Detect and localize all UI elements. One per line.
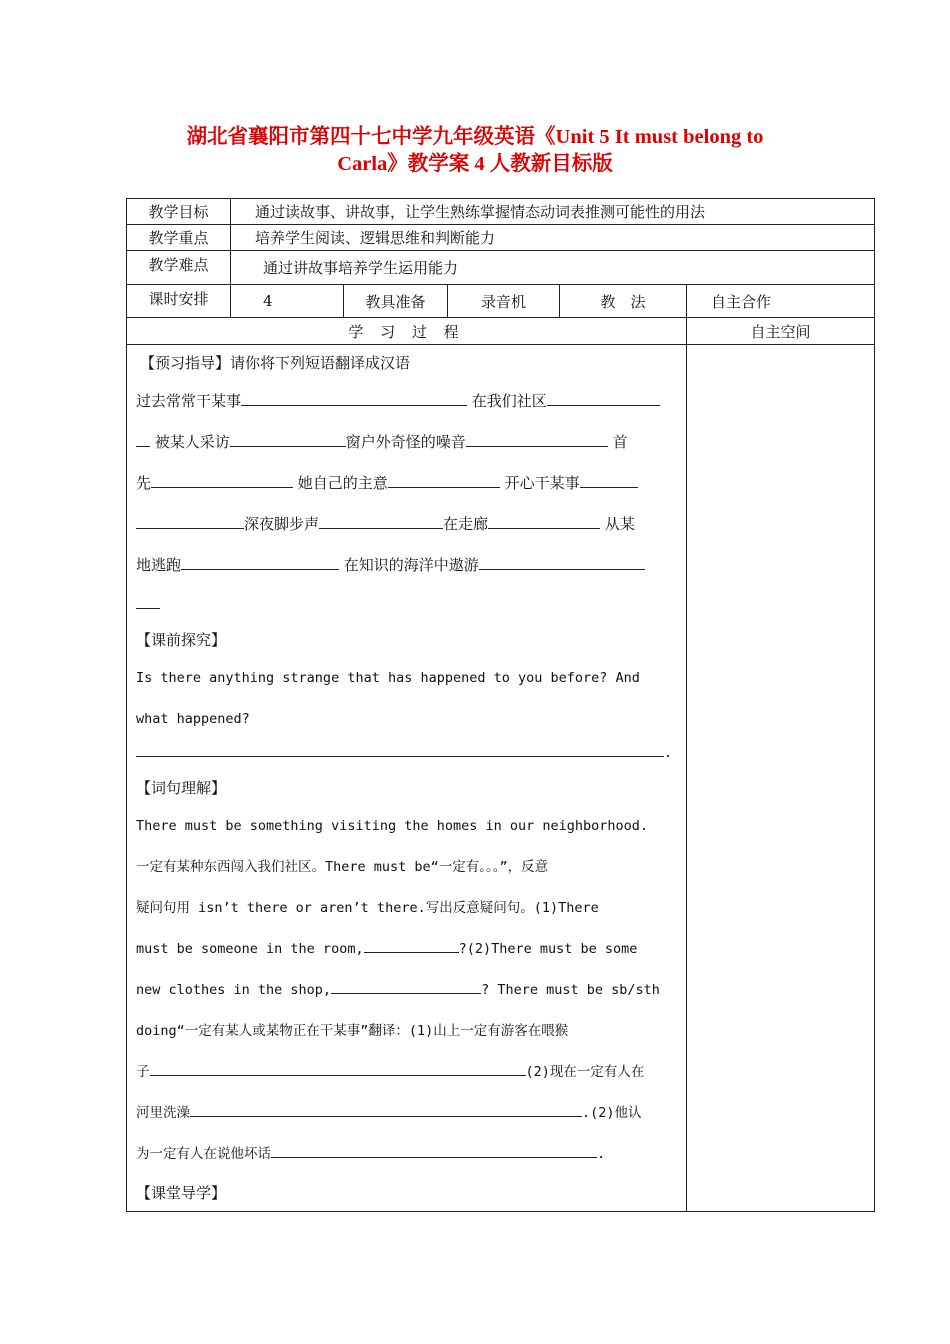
sentence-text: 为一定有人在说他坏话 [136, 1146, 271, 1162]
answer-blank[interactable] [190, 1102, 582, 1117]
phrase: 在知识的海洋中遨游 [343, 556, 479, 574]
question-line-1: Is there anything strange that has happened to you before? And [136, 670, 640, 686]
explore-heading: 【课前探究】 [136, 631, 227, 649]
sentence-text: . [597, 1146, 606, 1162]
sentence-text: must be someone in the room, [136, 941, 364, 957]
focus-value: 培养学生阅读、逻辑思维和判断能力 [231, 225, 875, 251]
phrase: 深夜脚步声 [244, 515, 320, 533]
sentence-line-3: 疑问句用 isn’t there or aren’t there.写出反意疑问句。(1)There [136, 900, 599, 916]
sentence-text: ? There must be sb/sth [481, 982, 660, 998]
document-title [110, 124, 840, 178]
vocab-heading: 【词句理解】 [136, 779, 227, 797]
phrase-line-3 [136, 463, 674, 504]
answer-blank[interactable] [466, 432, 608, 447]
phrase-line-6 [136, 586, 674, 622]
sentence-line-4 [136, 929, 674, 970]
phrase-line-1 [136, 381, 674, 422]
sentence-text: 河里洗澡 [136, 1105, 190, 1121]
hours-value: 4 [231, 285, 344, 318]
goal-value: 通过读故事、讲故事，让学生熟练掌握情态动词表推测可能性的用法 [231, 199, 875, 225]
answer-blank[interactable] [136, 594, 160, 609]
focus-row [127, 225, 875, 251]
answer-blank[interactable] [364, 938, 459, 953]
answer-blank[interactable] [136, 432, 150, 447]
answer-blank[interactable] [331, 979, 481, 994]
answer-blank[interactable] [319, 514, 443, 529]
question-answer-line [136, 740, 674, 770]
self-study-space-cell[interactable] [687, 345, 875, 1212]
phrase: 首 [612, 433, 628, 451]
sentence-text: new clothes in the shop, [136, 982, 332, 998]
answer-blank[interactable] [271, 1143, 597, 1158]
phrase: 从某 [604, 515, 635, 533]
answer-blank[interactable] [136, 742, 664, 757]
phrase-line-4 [136, 504, 674, 545]
sentence-line-8 [136, 1093, 674, 1134]
answer-blank[interactable] [136, 514, 244, 529]
answer-blank[interactable] [479, 555, 645, 570]
answer-blank[interactable] [388, 473, 500, 488]
phrase: 在走廊 [443, 515, 489, 533]
sentence-line-5 [136, 970, 674, 1011]
answer-blank[interactable] [150, 1061, 526, 1076]
method-value: 自主合作 [687, 285, 875, 318]
sentence-text: ?(2)There must be some [458, 941, 638, 957]
difficulty-label: 教学难点 [127, 251, 231, 285]
answer-blank[interactable] [547, 391, 660, 406]
phrase-line-5 [136, 545, 674, 586]
title-line-1: 湖北省襄阳市第四十七中学九年级英语《Unit 5 It must belong to [186, 126, 764, 148]
focus-label: 教学重点 [127, 225, 231, 251]
phrase: 开心干某事 [504, 474, 580, 492]
phrase: 先 [136, 474, 152, 492]
sentence-text: 子 [136, 1064, 150, 1080]
sentence-line-9 [136, 1134, 674, 1175]
answer-blank[interactable] [241, 391, 467, 406]
lesson-plan-table [126, 198, 875, 1212]
goal-row [127, 199, 875, 225]
answer-blank[interactable] [230, 432, 346, 447]
sentence-line-2: 一定有某种东西闯入我们社区。There must be“一定有。。。”，反意 [136, 859, 549, 875]
period: . [664, 745, 673, 761]
header-row [127, 318, 875, 345]
phrase: 被某人采访 [154, 433, 230, 451]
question-line-2: what happened? [136, 711, 250, 727]
title-line-2: Carla》教学案 4 人教新目标版 [337, 153, 613, 175]
sentence-text: (2)现在一定有人在 [525, 1064, 645, 1080]
phrase-line-2 [136, 422, 674, 463]
process-header: 学 习 过 程 [127, 318, 687, 345]
phrase: 她自己的主意 [297, 474, 388, 492]
answer-blank[interactable] [181, 555, 339, 570]
sentence-line-6: doing“一定有某人或某物正在干某事”翻译：(1)山上一定有游客在喂猴 [136, 1023, 569, 1039]
phrase: 过去常常干某事 [136, 392, 242, 410]
phrase: 窗户外奇怪的噪音 [345, 433, 466, 451]
content-row [127, 345, 875, 1212]
difficulty-row [127, 251, 875, 285]
hours-label: 课时安排 [127, 285, 231, 318]
learning-process-cell [127, 345, 687, 1212]
preview-heading: 【预习指导】请你将下列短语翻译成汉语 [140, 354, 411, 372]
phrase: 在我们社区 [471, 392, 547, 410]
tools-value: 录音机 [448, 285, 560, 318]
sentence-line-7 [136, 1052, 674, 1093]
answer-blank[interactable] [151, 473, 293, 488]
answer-blank[interactable] [580, 473, 638, 488]
sentence-line-1: There must be something visiting the homes in our neighborhood. [136, 818, 649, 834]
difficulty-value: 通过讲故事培养学生运用能力 [231, 251, 875, 285]
class-heading: 【课堂导学】 [136, 1184, 227, 1202]
method-label: 教 法 [560, 285, 687, 318]
goal-label: 教学目标 [127, 199, 231, 225]
answer-blank[interactable] [488, 514, 600, 529]
tools-label: 教具准备 [344, 285, 448, 318]
hours-row [127, 285, 875, 318]
sentence-text: .(2)他认 [582, 1105, 642, 1121]
space-header: 自主空间 [687, 318, 875, 345]
phrase: 地逃跑 [136, 556, 182, 574]
